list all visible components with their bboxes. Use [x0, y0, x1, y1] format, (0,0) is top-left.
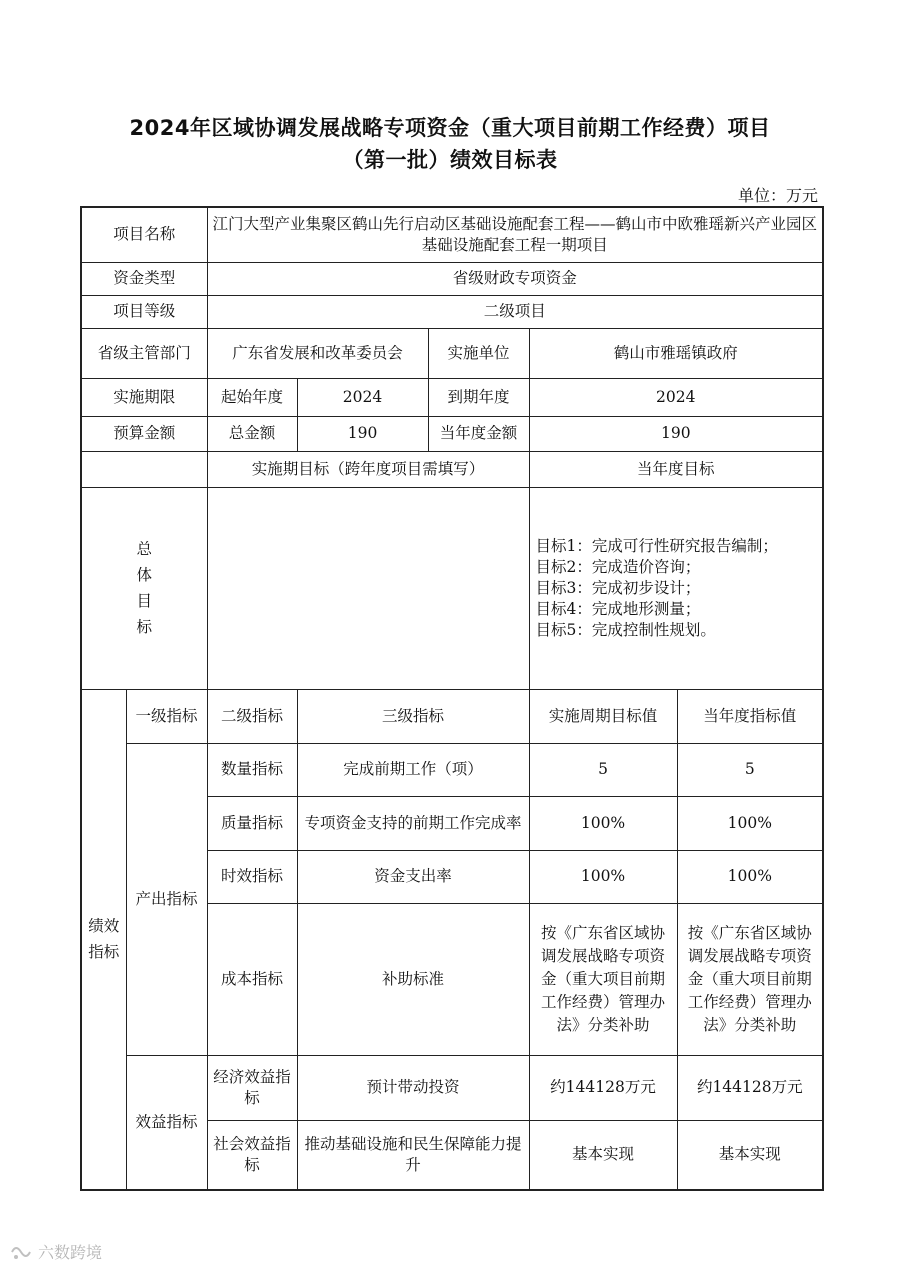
label-overall-goal	[81, 487, 207, 689]
label-year-target: 当年度指标值	[677, 689, 823, 743]
indicator-period-value: 按《广东省区域协调发展战略专项资金（重大项目前期工作经费）管理办法》分类补助	[529, 903, 677, 1055]
label-period: 实施期限	[81, 378, 207, 416]
label-benefit: 效益指标	[126, 1055, 207, 1190]
label-level3: 三级指标	[297, 689, 529, 743]
label-start-year: 起始年度	[207, 378, 297, 416]
overall-goal-c1: 总	[136, 540, 153, 558]
value-period-goal	[207, 487, 529, 689]
indicator-period-value: 约144128万元	[529, 1055, 677, 1120]
title-line-1: 2024年区域协调发展战略专项资金（重大项目前期工作经费）项目	[129, 116, 771, 140]
label-dept: 省级主管部门	[81, 328, 207, 378]
indicator-year-value: 5	[677, 743, 823, 796]
value-dept: 广东省发展和改革委员会	[207, 328, 428, 378]
perf-indicator-line1: 绩效	[88, 917, 120, 936]
indicator-period-value: 5	[529, 743, 677, 796]
year-goal-4: 目标4：完成地形测量；	[535, 599, 701, 618]
year-goal-1: 目标1：完成可行性研究报告编制；	[535, 536, 778, 555]
indicator-l2: 时效指标	[207, 850, 297, 903]
label-level1: 一级指标	[126, 689, 207, 743]
indicator-l3: 补助标准	[297, 903, 529, 1055]
indicator-l2: 数量指标	[207, 743, 297, 796]
indicator-year-value: 100%	[677, 796, 823, 850]
label-fund-type: 资金类型	[81, 262, 207, 295]
indicator-year-value: 约144128万元	[677, 1055, 823, 1120]
value-total: 190	[297, 416, 428, 451]
label-budget: 预算金额	[81, 416, 207, 451]
value-impl-unit: 鹤山市雅瑶镇政府	[529, 328, 823, 378]
unit-label: 单位：万元	[737, 186, 818, 205]
overall-goal-c2: 体	[136, 566, 153, 584]
indicator-l2: 成本指标	[207, 903, 297, 1055]
title-line-2: （第一批）绩效目标表	[342, 148, 558, 172]
label-project-name: 项目名称	[81, 207, 207, 262]
overall-goal-c4: 标	[136, 618, 153, 636]
indicator-l2: 经济效益指标	[207, 1055, 297, 1120]
indicator-l3: 完成前期工作（项）	[297, 743, 529, 796]
label-total: 总金额	[207, 416, 297, 451]
label-period-goal: 实施期目标（跨年度项目需填写）	[207, 451, 529, 487]
year-goal-5: 目标5：完成控制性规划。	[535, 620, 716, 639]
indicator-year-value: 100%	[677, 850, 823, 903]
blank-header-cell	[81, 451, 207, 487]
indicator-l2: 社会效益指标	[207, 1120, 297, 1190]
indicator-period-value: 100%	[529, 850, 677, 903]
overall-goal-c3: 目	[136, 592, 153, 610]
watermark-text: 六数跨境	[38, 1243, 103, 1262]
label-current-total: 当年度金额	[428, 416, 529, 451]
label-perf-indicator	[81, 689, 126, 1190]
indicator-l3: 预计带动投资	[297, 1055, 529, 1120]
indicator-l3: 专项资金支持的前期工作完成率	[297, 796, 529, 850]
year-goal-3: 目标3：完成初步设计；	[535, 578, 701, 597]
value-current-total: 190	[529, 416, 823, 451]
indicator-period-value: 基本实现	[529, 1120, 677, 1190]
indicator-year-value: 基本实现	[677, 1120, 823, 1190]
page-title	[0, 112, 900, 176]
label-level2: 二级指标	[207, 689, 297, 743]
value-start-year: 2024	[297, 378, 428, 416]
label-project-level: 项目等级	[81, 295, 207, 328]
value-fund-type: 省级财政专项资金	[207, 262, 823, 295]
indicator-year-value: 按《广东省区域协调发展战略专项资金（重大项目前期工作经费）管理办法》分类补助	[677, 903, 823, 1055]
value-project-level: 二级项目	[207, 295, 823, 328]
indicator-l3: 推动基础设施和民生保障能力提升	[297, 1120, 529, 1190]
value-project-name: 江门大型产业集聚区鹤山先行启动区基础设施配套工程——鹤山市中欧雅瑶新兴产业园区基础设施配套工程一期项目	[207, 207, 823, 262]
watermark	[10, 1240, 102, 1263]
year-goals-list	[529, 487, 823, 689]
label-end-year: 到期年度	[428, 378, 529, 416]
indicator-period-value: 100%	[529, 796, 677, 850]
label-period-target: 实施周期目标值	[529, 689, 677, 743]
perf-indicator-line2: 指标	[88, 943, 120, 962]
indicator-l2: 质量指标	[207, 796, 297, 850]
indicator-l3: 资金支出率	[297, 850, 529, 903]
value-end-year: 2024	[529, 378, 823, 416]
label-year-goal: 当年度目标	[529, 451, 823, 487]
label-output: 产出指标	[126, 743, 207, 1055]
performance-target-table	[80, 206, 824, 1191]
watermark-logo-icon	[10, 1243, 32, 1261]
year-goal-2: 目标2：完成造价咨询；	[535, 557, 701, 576]
label-impl-unit: 实施单位	[428, 328, 529, 378]
